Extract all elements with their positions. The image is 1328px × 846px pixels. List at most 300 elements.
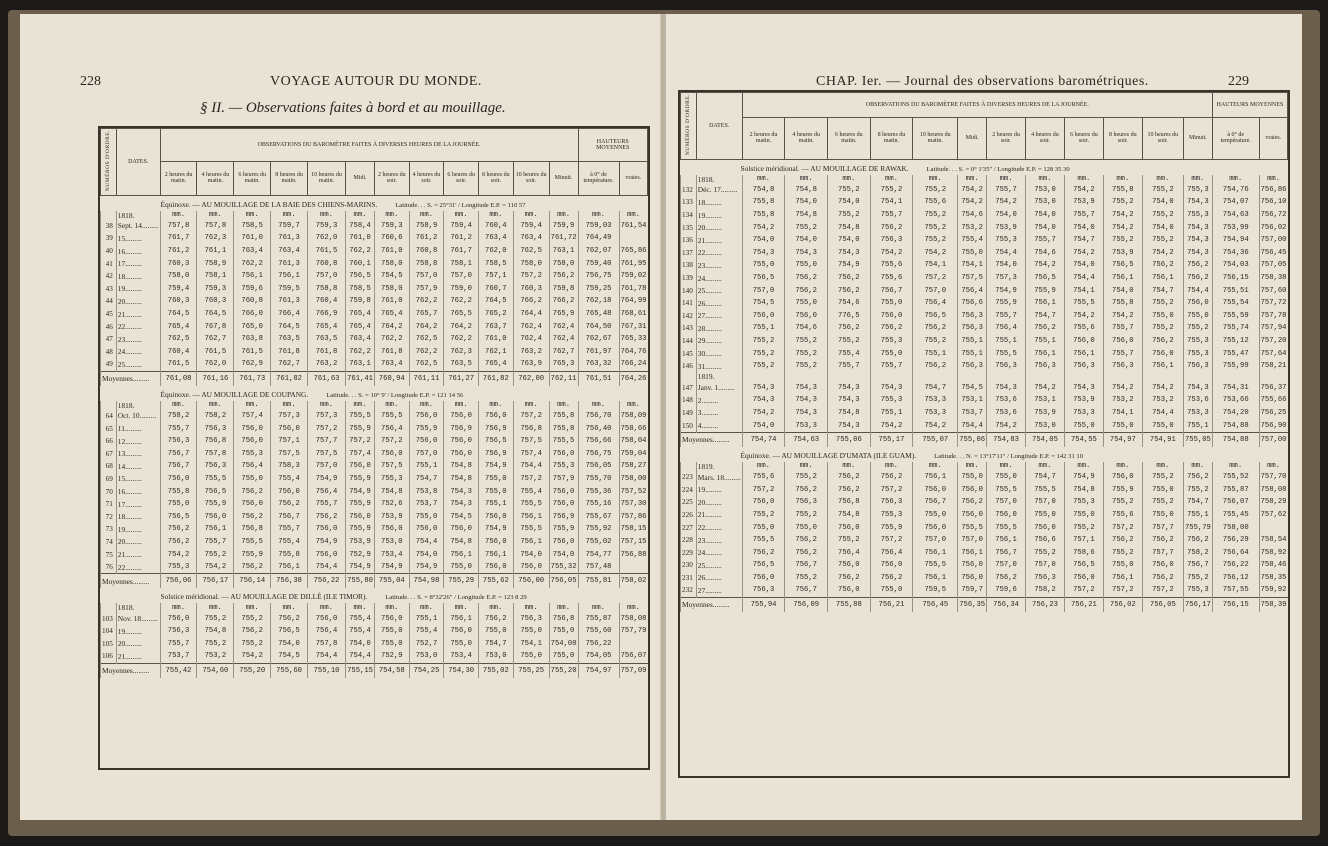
reading-cell: 755,4: [271, 536, 308, 549]
row-date: 3.........: [696, 407, 742, 420]
row-number: 65: [101, 422, 117, 435]
reading-cell: 754,88: [1212, 432, 1259, 447]
unit-label: mm.: [160, 211, 197, 220]
reading-cell: 754,2: [987, 419, 1026, 432]
heights-header: HAUTEURS MOYENNES: [578, 129, 647, 162]
reading-cell: 754,07: [1212, 196, 1259, 209]
reading-cell: 754,05: [578, 650, 619, 663]
reading-cell: 755,20: [549, 663, 578, 678]
reading-cell: 755,8: [549, 422, 578, 435]
reading-cell: 756,9: [478, 422, 513, 435]
unit-label: mm.: [271, 401, 308, 410]
reading-cell: 765,5: [444, 308, 479, 321]
dates-header: DATES.: [696, 93, 742, 160]
reading-cell: 753,0: [478, 650, 513, 663]
row-date: 19.........: [116, 523, 160, 536]
reading-cell: 754,9: [987, 284, 1026, 297]
reading-cell: 756,2: [870, 221, 913, 234]
reading-cell: 765,4: [346, 320, 375, 333]
hour-column-header: 4 heures du soir.: [409, 162, 444, 195]
reading-cell: 756,90: [1259, 419, 1287, 432]
reading-cell: 755,0: [913, 509, 958, 522]
reading-cell: 755,1: [409, 612, 444, 625]
reading-cell: 755,0: [958, 471, 987, 484]
reading-cell: 757,0: [1026, 559, 1065, 572]
reading-cell: 753,3: [1064, 407, 1103, 420]
reading-cell: 761,41: [346, 371, 375, 386]
reading-cell: 761,3: [271, 295, 308, 308]
reading-cell: 755,2: [197, 638, 234, 651]
reading-cell: 756,0: [1103, 471, 1142, 484]
unit-label: mm.: [549, 603, 578, 612]
unit-label: mm.: [1103, 175, 1142, 184]
reading-cell: 755,3: [870, 394, 913, 407]
section-heading: [101, 386, 648, 401]
reading-cell: 763,4: [478, 232, 513, 245]
section-coordinates: Latitude. . . S. = 8°32'26" / Longitude E.P. = 123 8 29: [385, 594, 527, 602]
row-number: 70: [101, 485, 117, 498]
reading-cell: 755,7: [870, 360, 913, 373]
reading-cell: 756,5: [160, 510, 197, 523]
hour-column-header: Midi.: [958, 117, 987, 159]
reading-cell: 754,2: [870, 247, 913, 260]
row-date: 18.........: [116, 510, 160, 523]
reading-cell: 756,2: [742, 546, 785, 559]
reading-cell: 765,9: [549, 308, 578, 321]
observation-table: [100, 128, 648, 678]
reading-cell: 755,36: [578, 485, 619, 498]
unit-label: mm.: [1026, 175, 1065, 184]
reading-cell: 756,2: [1026, 322, 1065, 335]
reading-cell: 753,6: [987, 394, 1026, 407]
row-date: 20.........: [696, 496, 742, 509]
reading-cell: 763,1: [549, 245, 578, 258]
reading-cell: 755,2: [913, 221, 958, 234]
unit-label: mm.: [478, 603, 513, 612]
reading-cell: 758,0: [513, 257, 549, 270]
reading-cell: 762,3: [444, 345, 479, 358]
reading-cell: 760,8: [307, 257, 345, 270]
reading-cell: 762,1: [478, 345, 513, 358]
reading-cell: 756,2: [828, 572, 871, 585]
reading-cell: 756,25: [1259, 407, 1287, 420]
reading-cell: 761,97: [578, 345, 619, 358]
row-number: 45: [101, 308, 117, 321]
reading-cell: 756,1: [271, 270, 308, 283]
reading-cell: 754,3: [1183, 381, 1212, 394]
reading-cell: 755,3: [1183, 335, 1212, 348]
reading-cell: 754,9: [346, 561, 375, 574]
reading-cell: 755,0: [742, 259, 785, 272]
reading-cell: 754,9: [346, 485, 375, 498]
reading-cell: 753,6: [987, 407, 1026, 420]
reading-cell: 754,2: [234, 650, 271, 663]
reading-cell: 756,0: [828, 559, 871, 572]
reading-cell: 755,3: [1183, 584, 1212, 597]
year-label: 1818.: [116, 401, 160, 410]
reading-cell: 768,61: [619, 308, 647, 321]
reading-cell: 756,2: [478, 612, 513, 625]
table-row: [101, 638, 648, 651]
reading-cell: 756,5: [478, 435, 513, 448]
row-date: 25.........: [696, 559, 742, 572]
reading-cell: 756,7: [1183, 559, 1212, 572]
reading-cell: 756,3: [870, 234, 913, 247]
reading-cell: 755,4: [346, 625, 375, 638]
row-number: 40: [101, 245, 117, 258]
reading-cell: 756,40: [578, 422, 619, 435]
reading-cell: 755,1: [1026, 335, 1065, 348]
reading-cell: 756,00: [513, 574, 549, 589]
reading-cell: 762,2: [234, 257, 271, 270]
reading-cell: 755,9: [346, 523, 375, 536]
reading-cell: 754,9: [478, 523, 513, 536]
unit-label: mm.: [578, 211, 619, 220]
reading-cell: 754,3: [828, 381, 871, 394]
reading-cell: 756,45: [913, 597, 958, 612]
reading-cell: 754,2: [1064, 184, 1103, 197]
averages-label: Moyennes.........: [101, 371, 161, 386]
reading-cell: 755,1: [958, 347, 987, 360]
unit-label: mm.: [409, 401, 444, 410]
reading-cell: 758,2: [160, 410, 197, 423]
year-row: [681, 372, 1288, 381]
table-row: [681, 259, 1288, 272]
reading-cell: 756,05: [549, 574, 578, 589]
table-row: [681, 209, 1288, 222]
reading-cell: 756,2: [1183, 272, 1212, 285]
reading-cell: 754,76: [1212, 184, 1259, 197]
row-date: 21.........: [696, 509, 742, 522]
empty-cell: [1064, 372, 1103, 381]
reading-cell: 755,7: [987, 309, 1026, 322]
unit-label: mm.: [374, 401, 409, 410]
reading-cell: 755,5: [742, 534, 785, 547]
table-row: [681, 309, 1288, 322]
reading-cell: 756,0: [1142, 347, 1183, 360]
reading-cell: 756,0: [197, 510, 234, 523]
reading-cell: 756,7: [785, 559, 828, 572]
reading-cell: 754,8: [444, 473, 479, 486]
reading-cell: 755,2: [785, 572, 828, 585]
reading-cell: 755,9: [234, 548, 271, 561]
table-row: [681, 247, 1288, 260]
reading-cell: 753,2: [958, 221, 987, 234]
right-page: [666, 14, 1302, 820]
reading-cell: 756,1: [513, 510, 549, 523]
reading-cell: 756,7: [271, 510, 308, 523]
reading-cell: 759,40: [578, 257, 619, 270]
reading-cell: 757,0: [409, 270, 444, 283]
unit-label: mm.: [549, 211, 578, 220]
reading-cell: 755,3: [870, 335, 913, 348]
row-date: 16.........: [116, 245, 160, 258]
averages-label: Moyennes.........: [681, 432, 743, 447]
reading-cell: 756,0: [444, 523, 479, 536]
reading-cell: 756,7: [160, 447, 197, 460]
reading-cell: 761,27: [444, 371, 479, 386]
reading-cell: 755,2: [1103, 196, 1142, 209]
reading-cell: 754,3: [1064, 381, 1103, 394]
reading-cell: 762,4: [513, 333, 549, 346]
reading-cell: 754,7: [1026, 309, 1065, 322]
reading-cell: 756,2: [1142, 259, 1183, 272]
page-number: 229: [1228, 74, 1249, 89]
reading-cell: 758,0: [374, 257, 409, 270]
unit-label: mm.: [578, 603, 619, 612]
reading-cell: 757,30: [619, 498, 647, 511]
reading-cell: 752,9: [374, 650, 409, 663]
reading-cell: 756,0: [1026, 521, 1065, 534]
reading-cell: 756,0: [1064, 335, 1103, 348]
reading-cell: 756,5: [742, 272, 785, 285]
reading-cell: 762,2: [346, 245, 375, 258]
reading-cell: 762,7: [549, 345, 578, 358]
reading-cell: 756,88: [619, 548, 647, 561]
empty-cell: [1212, 372, 1259, 381]
table-row: [681, 546, 1288, 559]
reading-cell: 756,8: [197, 435, 234, 448]
reading-cell: 758,08: [619, 612, 647, 625]
unit-label: mm.: [578, 401, 619, 410]
reading-cell: 754,2: [1103, 221, 1142, 234]
reading-cell: 756,05: [1142, 597, 1183, 612]
row-number: 72: [101, 510, 117, 523]
reading-cell: 755,2: [1183, 572, 1212, 585]
reading-cell: 755,0: [478, 485, 513, 498]
reading-cell: 756,2: [913, 322, 958, 335]
reading-cell: 756,5: [913, 309, 958, 322]
reading-cell: 763,4: [271, 245, 308, 258]
row-number: 41: [101, 257, 117, 270]
reading-cell: 763,4: [513, 232, 549, 245]
reading-cell: 754,0: [1064, 221, 1103, 234]
reading-cell: 765,4: [478, 358, 513, 371]
unit-label: mm.: [870, 175, 913, 184]
reading-cell: 755,3: [234, 447, 271, 460]
reading-cell: 756,0: [444, 447, 479, 460]
reading-cell: 763,5: [271, 333, 308, 346]
reading-cell: 755,0: [374, 625, 409, 638]
reading-cell: 756,2: [1103, 534, 1142, 547]
reading-cell: 754,3: [987, 381, 1026, 394]
unit-label: mm.: [958, 462, 987, 471]
reading-cell: 755,66: [1259, 394, 1287, 407]
reading-cell: 764,5: [271, 320, 308, 333]
reading-cell: 755,2: [913, 335, 958, 348]
row-date: 21.........: [116, 308, 160, 321]
reading-cell: 764,49: [578, 232, 619, 245]
reading-cell: 756,2: [785, 483, 828, 496]
reading-cell: 756,2: [828, 284, 871, 297]
reading-cell: 755,0: [742, 521, 785, 534]
reading-cell: 762,0: [478, 245, 513, 258]
reading-cell: 759,6: [987, 584, 1026, 597]
row-number: 106: [101, 650, 117, 663]
running-head: CHAP. Ier. — Journal des observations barométriques.: [816, 74, 1149, 89]
reading-cell: 755,60: [271, 663, 308, 678]
height-column-header: vraies.: [619, 162, 647, 195]
reading-cell: 755,0: [1064, 509, 1103, 522]
row-number: 134: [681, 209, 697, 222]
table-row: [101, 257, 648, 270]
reading-cell: 761,82: [271, 371, 308, 386]
right-table-frame: [678, 90, 1290, 778]
reading-cell: 758,38: [1259, 272, 1287, 285]
row-date: 23.........: [116, 333, 160, 346]
reading-cell: 758,46: [1259, 559, 1287, 572]
reading-cell: 755,7: [160, 638, 197, 651]
reading-cell: 755,0: [478, 625, 513, 638]
unit-label: mm.: [234, 401, 271, 410]
unit-label: mm.: [374, 603, 409, 612]
unit-label: mm.: [1064, 462, 1103, 471]
row-date: 17.........: [116, 257, 160, 270]
reading-cell: 754,3: [1183, 234, 1212, 247]
reading-cell: 754,3: [444, 498, 479, 511]
reading-cell: 756,2: [870, 471, 913, 484]
reading-cell: 754,0: [785, 234, 828, 247]
reading-cell: 754,0: [828, 234, 871, 247]
reading-cell: 761,08: [160, 371, 197, 386]
reading-cell: 762,5: [513, 245, 549, 258]
reading-cell: 756,23: [1026, 597, 1065, 612]
reading-cell: 760,8: [234, 295, 271, 308]
reading-cell: 759,9: [549, 220, 578, 233]
row-date: 17.........: [116, 498, 160, 511]
reading-cell: 756,2: [1142, 335, 1183, 348]
reading-cell: 756,75: [578, 270, 619, 283]
reading-cell: 754,2: [1103, 381, 1142, 394]
section-heading-row: [101, 386, 648, 401]
reading-cell: 754,0: [987, 259, 1026, 272]
reading-cell: 758,3: [271, 460, 308, 473]
row-number: 39: [101, 232, 117, 245]
reading-cell: 755,2: [742, 335, 785, 348]
reading-cell: 754,3: [785, 381, 828, 394]
reading-cell: 755,32: [549, 561, 578, 574]
numero-header-text: NUMÉROS D'ORDRE.: [684, 94, 691, 156]
reading-cell: 766,0: [234, 308, 271, 321]
reading-cell: 754,3: [1183, 196, 1212, 209]
reading-cell: 758,0: [549, 257, 578, 270]
unit-label: mm.: [1064, 175, 1103, 184]
reading-cell: 755,70: [578, 473, 619, 486]
reading-cell: 758,27: [619, 460, 647, 473]
left-page: [20, 14, 661, 820]
reading-cell: 763,5: [307, 333, 345, 346]
reading-cell: 755,4: [828, 347, 871, 360]
reading-cell: 755,05: [1183, 432, 1212, 447]
heights-header: HAUTEURS MOYENNES: [1212, 93, 1287, 118]
reading-cell: 765,4: [160, 320, 197, 333]
reading-cell: 761,5: [234, 345, 271, 358]
reading-cell: 756,0: [958, 559, 987, 572]
row-date: 26.........: [696, 572, 742, 585]
reading-cell: 755,94: [742, 597, 785, 612]
reading-cell: 758,35: [1259, 572, 1287, 585]
table-row: [101, 561, 648, 574]
reading-cell: 762,7: [197, 333, 234, 346]
row-date: Nov. 18.........: [116, 612, 160, 625]
reading-cell: 756,66: [578, 435, 619, 448]
unit-label: mm.: [513, 603, 549, 612]
reading-cell: 754,83: [987, 432, 1026, 447]
reading-cell: 756,3: [160, 625, 197, 638]
reading-cell: 755,87: [578, 612, 619, 625]
reading-cell: 755,6: [870, 272, 913, 285]
reading-cell: 754,8: [785, 209, 828, 222]
reading-cell: 758,6: [1064, 546, 1103, 559]
reading-cell: 755,8: [1103, 184, 1142, 197]
reading-cell: 756,2: [549, 270, 578, 283]
reading-cell: 756,4: [987, 322, 1026, 335]
row-number: 145: [681, 347, 697, 360]
reading-cell: 757,1: [478, 270, 513, 283]
reading-cell: 758,9: [409, 220, 444, 233]
hour-column-header: Midi.: [346, 162, 375, 195]
empty-cell: [619, 638, 647, 651]
reading-cell: 759,0: [444, 283, 479, 296]
unit-label: mm.: [913, 462, 958, 471]
reading-cell: 755,2: [1183, 322, 1212, 335]
reading-cell: 759,4: [160, 283, 197, 296]
reading-cell: 761,3: [271, 232, 308, 245]
reading-cell: 754,2: [1064, 309, 1103, 322]
reading-cell: 754,2: [1026, 381, 1065, 394]
row-date: 20.........: [696, 221, 742, 234]
reading-cell: 755,2: [234, 612, 271, 625]
reading-cell: 753,1: [958, 394, 987, 407]
row-date: 24.........: [696, 272, 742, 285]
reading-cell: 754,0: [785, 196, 828, 209]
reading-cell: 756,0: [785, 309, 828, 322]
reading-cell: 758,9: [197, 257, 234, 270]
reading-cell: 762,2: [409, 295, 444, 308]
reading-cell: 755,0: [1064, 419, 1103, 432]
reading-cell: 755,9: [1026, 284, 1065, 297]
reading-cell: 754,5: [271, 650, 308, 663]
reading-cell: 754,0: [1064, 259, 1103, 272]
reading-cell: 755,2: [785, 347, 828, 360]
reading-cell: 755,5: [913, 559, 958, 572]
reading-cell: 755,9: [1103, 483, 1142, 496]
table-row: [101, 435, 648, 448]
row-number: 73: [101, 523, 117, 536]
row-number: 138: [681, 259, 697, 272]
reading-cell: 754,7: [1026, 471, 1065, 484]
reading-cell: 755,0: [444, 561, 479, 574]
reading-cell: 754,0: [1142, 221, 1183, 234]
reading-cell: 754,3: [742, 394, 785, 407]
hour-column-header: 4 heures du soir.: [1026, 117, 1065, 159]
reading-cell: 754,1: [513, 638, 549, 651]
reading-cell: 755,1: [1183, 419, 1212, 432]
reading-cell: 753,9: [1026, 407, 1065, 420]
reading-cell: 753,9: [346, 536, 375, 549]
reading-cell: 756,2: [987, 572, 1026, 585]
reading-cell: 755,0: [987, 471, 1026, 484]
reading-cell: 756,0: [478, 561, 513, 574]
reading-cell: 757,9: [409, 283, 444, 296]
reading-cell: 755,5: [549, 435, 578, 448]
reading-cell: 758,04: [619, 435, 647, 448]
reading-cell: 756,2: [828, 471, 871, 484]
reading-cell: 755,06: [828, 432, 871, 447]
reading-cell: 765,0: [234, 320, 271, 333]
reading-cell: 756,7: [913, 496, 958, 509]
reading-cell: 753,6: [1183, 394, 1212, 407]
